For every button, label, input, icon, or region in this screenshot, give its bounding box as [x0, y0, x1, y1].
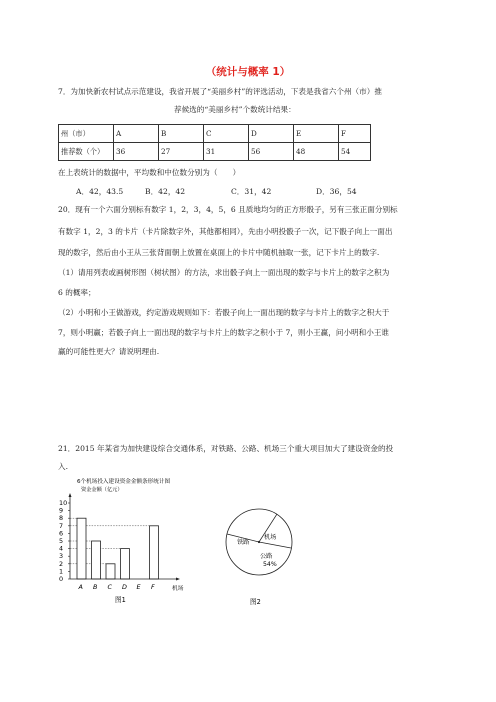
page-title: （统计与概率 1） — [205, 66, 291, 78]
y-tick-label: 10 — [59, 499, 68, 507]
q20-line: 赢的可能性更大？请说明理由. — [58, 347, 160, 356]
bar-c — [106, 564, 115, 579]
table-cell: F — [339, 125, 371, 143]
y-tick-label: 7 — [59, 521, 64, 530]
table-header-row — [59, 125, 371, 143]
bar-b — [92, 541, 101, 579]
y-axis-label: 资金金额（亿元） — [81, 487, 123, 493]
table-cell: 27 — [159, 143, 204, 161]
y-tick-labels — [59, 499, 70, 583]
y-tick-label: 8 — [59, 514, 64, 523]
y-axis-arrow — [69, 493, 72, 497]
y-tick-label: 2 — [59, 559, 64, 568]
q20-line: 有数字 1，2，3 的卡片（卡片除数字外，其他都相同），先由小明投骰子一次，记下骰子向上一面出 — [58, 227, 393, 236]
chart-title: 6个机场投入建设资金金额条形统计图 — [77, 479, 171, 485]
category-label: F — [151, 583, 155, 591]
table-cell: 31 — [204, 143, 249, 161]
q20-line: 7，则小明赢；若骰子向上一面出现的数字与卡片上的数字之积小于 7，则小王赢，问小明和小王谁 — [58, 328, 390, 337]
bar-chart-figure1 — [55, 476, 205, 606]
y-tick-label: 0 — [59, 575, 64, 583]
y-tick-label: 6 — [59, 529, 64, 538]
category-label: A — [78, 583, 83, 591]
category-labels — [78, 583, 156, 591]
q7-question: 在上表统计的数据中，平均数和中位数分别为（ ） — [58, 168, 241, 177]
q7-stem-line1: 7．为加快新农村试点示范建设，我省开展了“美丽乡村”的评选活动，下表是我省六个州（市）推 — [58, 87, 382, 96]
table-cell: 48 — [294, 143, 339, 161]
table-cell: D — [249, 125, 294, 143]
recommendation-table — [58, 124, 371, 161]
table-cell: C — [204, 125, 249, 143]
bar-a — [77, 518, 86, 579]
figure2-caption: 图2 — [250, 598, 261, 606]
x-axis-label: 机场 — [172, 586, 184, 592]
bar-d — [121, 549, 130, 579]
table-cell: 36 — [114, 143, 159, 161]
pie-annotation: 54% — [263, 561, 277, 568]
x-axis-arrow — [176, 578, 180, 581]
q21-line1: 21．2015 年某省为加快建设综合交通体系，对铁路、公路、机场三个重大项目加大了建设资金的投 — [58, 444, 394, 453]
bar-f — [150, 526, 159, 579]
q7-option-b: B．42，42 — [145, 187, 186, 196]
q20-line: 20．现有一个六面分别标有数字 1，2，3，4，5，6 且质地均匀的正方形骰子，另有三张正面分别标 — [58, 205, 398, 214]
table-cell: B — [159, 125, 204, 143]
category-label: E — [136, 583, 141, 591]
q7-stem-line2: 荐候选的“美丽乡村”个数统计结果： — [174, 105, 296, 114]
y-tick-label: 1 — [59, 567, 64, 576]
y-tick-label: 5 — [59, 537, 64, 545]
category-label: D — [122, 583, 127, 591]
q20-line: 现的数字，然后由小王从三张背面朝上放置在桌面上的卡片中随机抽取一张，记下卡片上的数字. — [58, 248, 380, 257]
category-label: C — [107, 583, 112, 591]
table-cell: 56 — [249, 143, 294, 161]
table-row — [59, 143, 371, 161]
table-cell: 推荐数（个） — [59, 143, 114, 161]
q20-line: （2）小明和小王做游戏，约定游戏规则如下：若骰子向上一面出现的数字与卡片上的数字之积大于 — [58, 308, 390, 317]
figure1-caption: 图1 — [115, 596, 126, 604]
table-cell: A — [114, 125, 159, 143]
table-cell: 州（市） — [59, 125, 114, 143]
q7-option-c: C．31，42 — [231, 187, 272, 196]
q7-option-d: D．36，54 — [316, 187, 357, 196]
y-tick-label: 3 — [59, 552, 64, 561]
pie-sector-divider — [259, 542, 291, 548]
pie-center — [258, 541, 260, 543]
y-tick-label: 4 — [59, 544, 64, 553]
table-cell: 54 — [339, 143, 371, 161]
q20-line: 6 的概率； — [58, 288, 96, 297]
pie-label-highway: 公路 — [260, 553, 273, 560]
q21-line2: 入. — [58, 462, 69, 471]
pie-chart-figure2 — [215, 500, 305, 606]
q7-option-a: A．42，43.5 — [76, 187, 124, 196]
pie-label-railway: 铁路 — [237, 539, 250, 546]
category-label: B — [93, 583, 98, 591]
y-tick-label: 9 — [59, 506, 64, 515]
table-cell: E — [294, 125, 339, 143]
pie-label-airport: 机场 — [264, 534, 277, 541]
q20-line: （1）请用列表或画树形图（树状图）的方法，求出骰子向上一面出现的数字与卡片上的数字之积为 — [58, 268, 390, 277]
